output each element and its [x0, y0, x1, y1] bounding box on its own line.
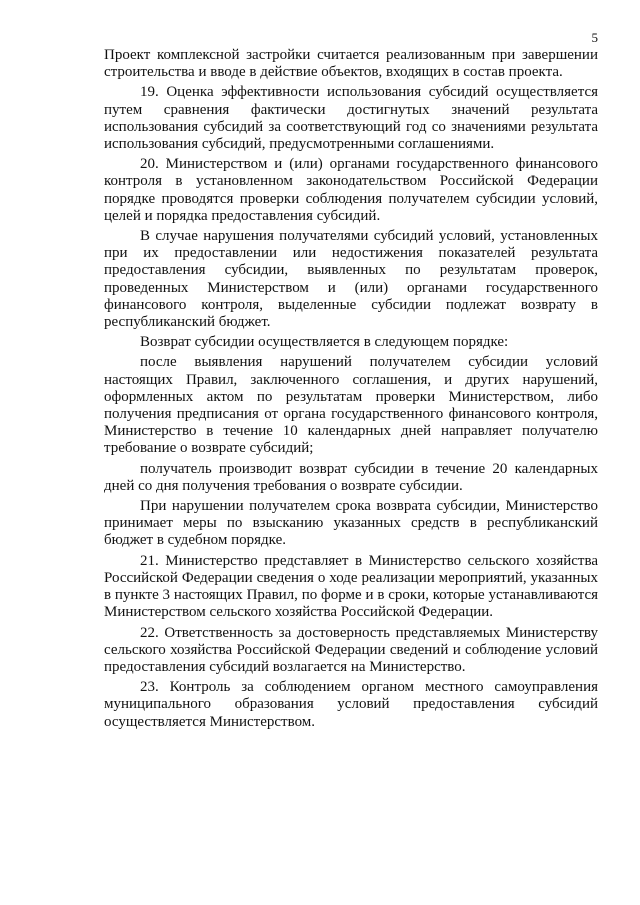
paragraph-after-detection: после выявления нарушений получателем субсидии условий настоящих Правил, заключенного соглашения, и других нарушений, оформленных актом по результатам проверки Министерством, либо получения предписания от органа государственного финансового контроля, Министерство в течение 10 календарных дней направляет получателю требование о возврате субсидий; — [104, 354, 598, 457]
paragraph-23: 23. Контроль за соблюдением органом местного самоуправления муниципального образования условий предоставления субсидий осуществляется Министерством. — [104, 679, 598, 730]
paragraph-20: 20. Министерством и (или) органами государственного финансового контроля в установленном законодательством Российской Федерации порядке проводятся проверки соблюдения получателем субсидии условий, целей и порядка предоставления субсидий. — [104, 156, 598, 224]
paragraph-22: 22. Ответственность за достоверность представляемых Министерству сельского хозяйства Российской Федерации сведений и соблюдение условий предоставления субсидий возлагается на Министерство. — [104, 624, 598, 675]
page-number: 5 — [591, 30, 598, 45]
paragraph-continuation: Проект комплексной застройки считается реализованным при завершении строительства и вводе в действие объектов, входящих в состав проекта. — [104, 47, 598, 81]
paragraph-recipient-returns: получатель производит возврат субсидии в течение 20 календарных дней со дня получения требования о возврате субсидии. — [104, 460, 598, 494]
paragraph-return-order: Возврат субсидии осуществляется в следующем порядке: — [140, 334, 509, 351]
paragraph-term-violation: При нарушении получателем срока возврата субсидии, Министерство принимает меры по взысканию указанных средств в республиканский бюджет в судебном порядке. — [104, 498, 598, 549]
paragraph-violation: В случае нарушения получателями субсидий условий, установленных при их предоставлении или недостижения показателей результата предоставления субсидии, выявленных по результатам проверок, проведенных Министерством и (или) органами государственного финансового контроля, выделенные субсидии подлежат возврату в республиканский бюджет. — [104, 228, 598, 331]
paragraph-21: 21. Министерство представляет в Министерство сельского хозяйства Российской Федерации сведения о ходе реализации мероприятий, указанных в пункте 3 настоящих Правил, по форме и в сроки, которые устанавливаются Министерством сельского хозяйства Российской Федерации. — [104, 552, 598, 621]
document-body — [104, 47, 598, 734]
paragraph-19: 19. Оценка эффективности использования субсидий осуществляется путем сравнения фактически достигнутых значений результата использования субсидий за соответствующий год со значениями результата использования субсидий, предусмотренными соглашениями. — [104, 84, 598, 153]
